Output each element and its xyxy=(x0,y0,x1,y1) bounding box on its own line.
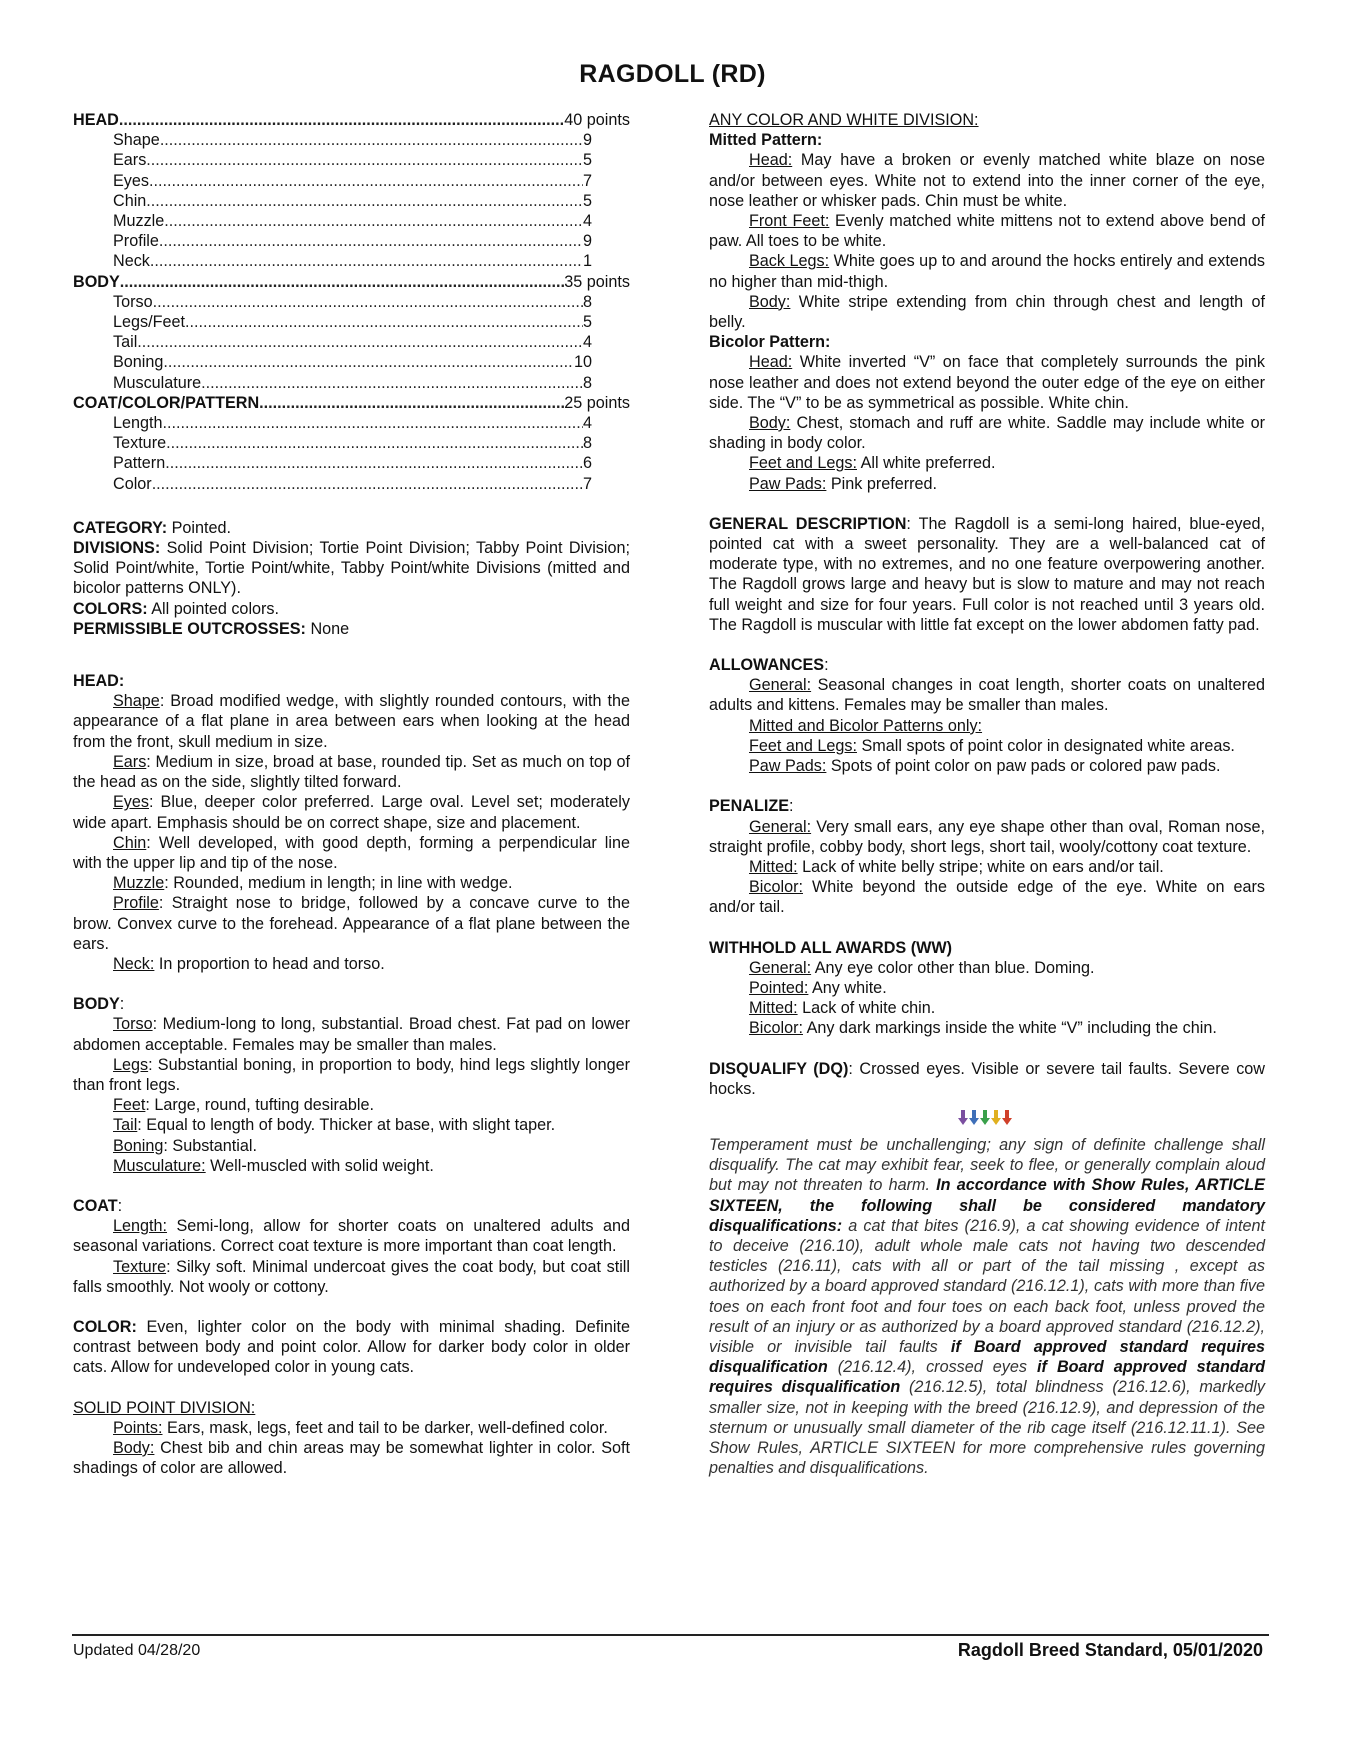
points-row: Muzzle ..... 4 xyxy=(73,211,592,231)
penalize-section: PENALIZE: General: Very small ears, any eye shape other than oval, Roman nose, straight profile, cobby body, short legs, short tail, wooly/cottony coat texture. Mitted: Lack of white belly stripe; white on ears and/or tail. Bicolor: White beyond the outside edge of the eye. White on ears and/or tail. xyxy=(709,797,1265,917)
points-row: Ears ..... 5 xyxy=(73,150,592,170)
points-row-body: BODY ..... 35 points xyxy=(73,272,630,292)
allowances-section: ALLOWANCES: General: Seasonal changes in coat length, shorter coats on unaltered adults and kittens. Females may be smaller than males. Mitted and Bicolor Patterns only: Feet and Legs: Small spots of point color in designated white areas. Paw Pads: Spots of point color on paw pads or colored paw pads. xyxy=(709,656,1265,776)
points-row-coat: COAT/COLOR/PATTERN ..... 25 points xyxy=(73,393,630,413)
section-heading: COAT xyxy=(73,1196,118,1215)
head-section: HEAD: Shape: Broad modified wedge, with slightly rounded contours, with the appearance of a flat plane in area between ears when looking at the head from the front, skull medium in size. Ears: Medium in size, broad at base, rounded tip. Set as much on top of the head as on the side, slightly tilted forward. Eyes: Blue, deeper color preferred. Large oval. Level set; moderately wide apart. Emphasis should be on correct shape, size and placement. Chin: Well developed, with good depth, forming a perpendicular line with the upper lip and tip of the nose. Muzzle: Rounded, medium in length; in line with wedge. Profile: Straight nose to bridge, followed by a concave curve to the brow. Convex curve to the forehead. Appearance of a flat plane between the ears. Neck: In proportion to head and torso. xyxy=(73,672,630,973)
withhold-section: WITHHOLD ALL AWARDS (WW) General: Any eye color other than blue. Doming. Pointed: Any white. Mitted: Lack of white chin. Bicolor: Any dark markings inside the white “V” including the chin. xyxy=(709,938,1265,1039)
solid-point-section: SOLID POINT DIVISION: Points: Ears, mask, legs, feet and tail to be darker, well-defined color. Body: Chest bib and chin areas may be somewhat lighter in color. Soft shadings of color are allowed. xyxy=(73,1398,630,1478)
points-row: Boning ..... 10 xyxy=(73,352,592,372)
section-heading: SOLID POINT DIVISION: xyxy=(73,1398,256,1417)
info-block: CATEGORY: Pointed. DIVISIONS: Solid Point Division; Tortie Point Division; Tabby Point Division; Solid Point/white, Tortie Point/white, Tabby Point/white Divisions (mitted and bicolor patterns ONLY). COLORS: All pointed colors. PERMISSIBLE OUTCROSSES: None xyxy=(73,518,630,638)
left-column xyxy=(73,110,630,1478)
section-heading: HEAD: xyxy=(73,672,125,691)
emblem-arrow xyxy=(969,1110,979,1125)
points-row: Torso ..... 8 xyxy=(73,292,592,312)
section-heading: PENALIZE xyxy=(709,797,790,816)
section-heading: BODY xyxy=(73,995,120,1014)
points-row: Profile ..... 9 xyxy=(73,231,592,251)
points-row: Pattern ..... 6 xyxy=(73,453,592,473)
points-row: Neck ..... 1 xyxy=(73,251,592,271)
coat-section: COAT: Length: Semi-long, allow for shorter coats on unaltered adults and seasonal variations. Correct coat texture is more important than coat length. Texture: Silky soft. Minimal undercoat gives the coat body, but coat still falls smoothly. Not wooly or cottony. xyxy=(73,1196,630,1296)
points-row: Chin ..... 5 xyxy=(73,191,592,211)
emblem-arrow xyxy=(1002,1110,1012,1125)
footer-divider xyxy=(72,1634,1269,1636)
points-row: Eyes ..... 7 xyxy=(73,171,592,191)
section-heading: ANY COLOR AND WHITE DIVISION: xyxy=(709,111,979,129)
right-column xyxy=(709,110,1265,1478)
any-color-section: ANY COLOR AND WHITE DIVISION: Mitted Pattern: Head: May have a broken or evenly matched white blaze on nose and/or between eyes. White not to extend into the inner corner of the eye, nose leather or whisker pads. Chin must be white. Front Feet: Evenly matched white mittens not to extend above bend of paw. All toes to be white. Back Legs: White goes up to and around the hocks entirely and extends no higher than mid-thigh. Body: White stripe extending from chin through chest and length of belly. Bicolor Pattern: Head: White inverted “V” on face that completely surrounds the pink nose leather and does not extend beyond the outer edge of the eye on either side. The “V” to be as symmetrical as possible. White chin. Body: Chest, stomach and ruff are white. Saddle may include white or shading in body color. Feet and Legs: All white preferred. Paw Pads: Pink preferred. xyxy=(709,111,1265,493)
page-title: RAGDOLL (RD) xyxy=(579,60,766,88)
points-row: Texture ..... 8 xyxy=(73,433,592,453)
points-row: Tail ..... 4 xyxy=(73,332,592,352)
color-section: COLOR: Even, lighter color on the body with minimal shading. Definite contrast between body and point color. Allow for darker body color in older cats. Allow for undeveloped color in young cats. xyxy=(73,1317,630,1377)
points-row-head: HEAD ..... 40 points xyxy=(73,110,630,130)
emblem-arrow xyxy=(958,1110,968,1125)
points-row: Color ..... 7 xyxy=(73,474,592,494)
footer-standard: Ragdoll Breed Standard, 05/01/2020 xyxy=(957,1640,1263,1660)
temperament-paragraph: Temperament must be unchallenging; any sign of definite challenge shall disqualify. The cat may exhibit fear, seek to flee, or generally complain aloud but may not threaten to harm. In accordance with Show Rules, ARTICLE SIXTEEN, the following shall be considered mandatory disqualifications: a cat that bites (216.9), a cat showing evidence of intent to deceive (216.10), adult whole male cats not having two descended testicles (216.11), cats with all or part of the tail missing , except as authorized by a board approved standard (216.12.1), cats with more than five toes on each front foot and four toes on each back foot, unless proved the result of an injury or as authorized by a board approved standard (216.12.2), visible or invisible tail faults if Board approved standard requires disqualification (216.12.4), crossed eyes if Board approved standard requires disqualification (216.12.5), total blindness (216.12.6), markedly smaller size, not in keeping with the breed (216.12.9), and depression of the sternum or unusually small diameter of the rib cage itself (216.12.11.1). See Show Rules, ARTICLE SIXTEEN for more comprehensive rules governing penalties and disqualifications. xyxy=(709,1135,1266,1478)
section-heading: ALLOWANCES xyxy=(709,656,825,675)
emblem-arrow xyxy=(980,1110,990,1125)
points-table xyxy=(73,110,630,494)
emblem-arrow xyxy=(991,1110,1001,1125)
body-section: BODY: Torso: Medium-long to long, substantial. Broad chest. Fat pad on lower abdomen acceptable. Females may be smaller than males. Legs: Substantial boning, in proportion to body, hind legs slightly longer than front legs. Feet: Large, round, tufting desirable. Tail: Equal to length of body. Thicker at base, with slight taper. Boning: Substantial. Musculature: Well-muscled with solid weight. xyxy=(73,995,630,1175)
footer-updated: Updated 04/28/20 xyxy=(73,1642,201,1659)
section-heading: COLOR: xyxy=(73,1317,137,1336)
points-row: Legs/Feet ..... 5 xyxy=(73,312,592,332)
points-row: Length ..... 4 xyxy=(73,413,592,433)
section-heading: WITHHOLD ALL AWARDS (WW) xyxy=(709,938,953,957)
general-description: GENERAL DESCRIPTION: The Ragdoll is a semi-long haired, blue-eyed, pointed cat with a sweet personality. They are a well-balanced cat of moderate type, with no extremes, and no one feature overpowering another. The Ragdoll grows large and heavy but is slow to mature and may not reach full weight and size for four years. Full color is not reached until 3 years old. The Ragdoll is muscular with little fat except on the lower abdomen fatty pad. xyxy=(709,514,1265,634)
points-row: Shape ..... 9 xyxy=(73,130,592,150)
cfa-arrows-icon xyxy=(709,1109,1265,1129)
disqualify-section: DISQUALIFY (DQ): Crossed eyes. Visible or severe tail faults. Severe cow hocks. xyxy=(709,1059,1265,1098)
section-heading: GENERAL DESCRIPTION xyxy=(709,514,907,533)
points-row: Musculature ..... 8 xyxy=(73,373,592,393)
section-heading: DISQUALIFY (DQ) xyxy=(709,1059,849,1078)
